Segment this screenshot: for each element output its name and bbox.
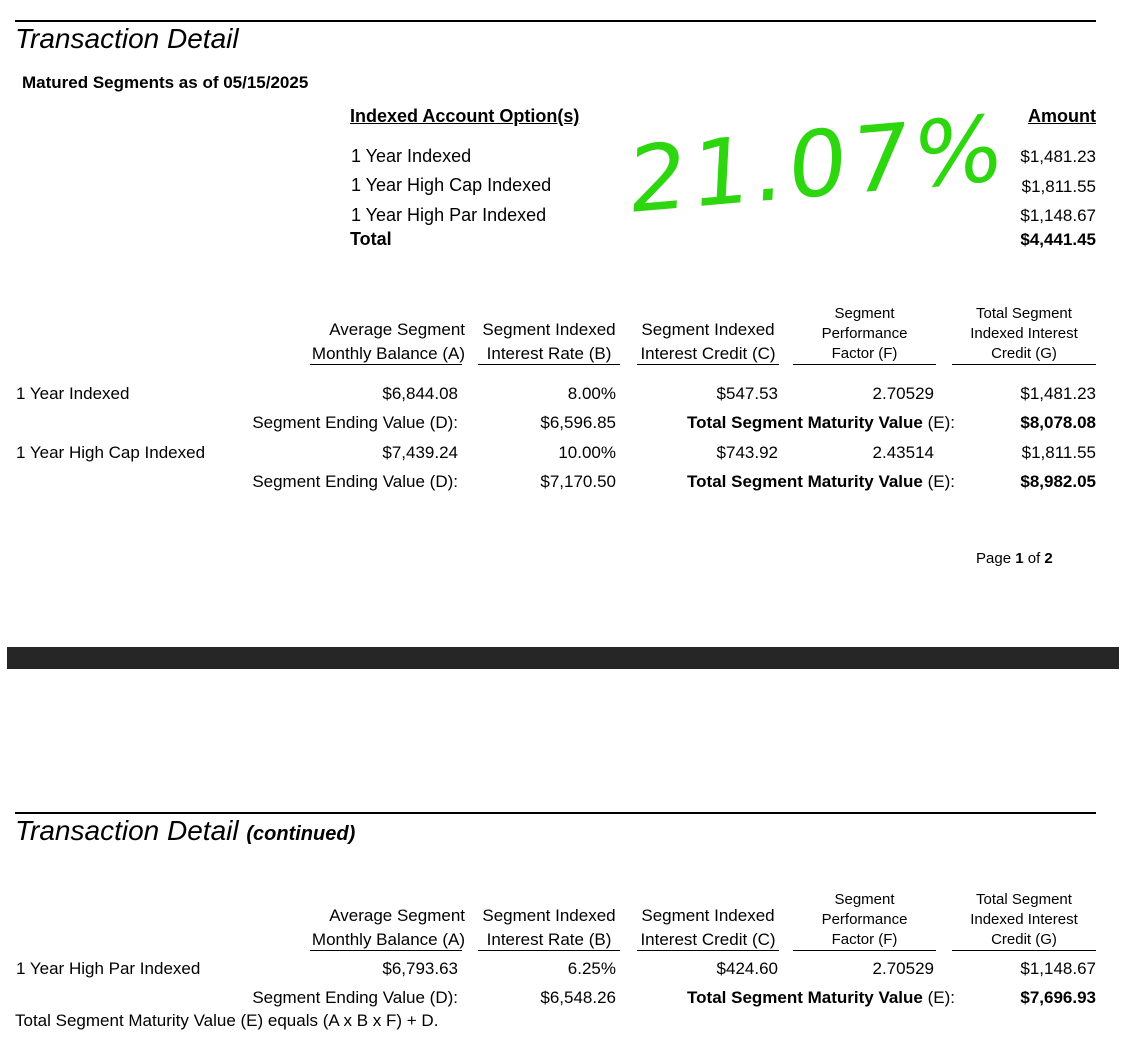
cell-c: $424.60 xyxy=(716,959,778,978)
ending-value: $6,548.26 xyxy=(540,988,616,1007)
col-b-line2: Interest Rate (B) xyxy=(486,344,612,363)
total-label: Total xyxy=(350,229,392,249)
col-header-g xyxy=(952,890,1096,950)
ending-value: $7,170.50 xyxy=(540,472,616,491)
col-header-g xyxy=(952,304,1096,364)
col-header-a xyxy=(305,318,465,366)
top-rule xyxy=(15,20,1096,22)
page-of: of xyxy=(1027,550,1041,567)
section2-title-text: Transaction Detail xyxy=(15,815,239,846)
col-c-line2: Interest Credit (C) xyxy=(640,930,776,949)
col-f-underline xyxy=(793,950,936,951)
page-indicator xyxy=(976,550,1053,567)
col-a-underline xyxy=(310,950,462,951)
col-f-line1: Segment xyxy=(834,305,895,322)
col-b-underline xyxy=(478,950,620,951)
col-g-line3: Credit (G) xyxy=(991,345,1057,362)
col-f-line3: Factor (F) xyxy=(831,345,898,362)
col-header-b xyxy=(476,318,622,366)
cell-b: 6.25% xyxy=(567,959,616,978)
col-g-underline xyxy=(952,364,1096,365)
col-f-underline xyxy=(793,364,936,365)
page-current: 1 xyxy=(1015,550,1024,567)
page-total: 2 xyxy=(1044,550,1053,567)
maturity-label xyxy=(687,413,955,433)
col-b-line2: Interest Rate (B) xyxy=(486,930,612,949)
page-separator xyxy=(7,647,1119,669)
col-b-line1: Segment Indexed xyxy=(482,320,616,339)
maturity-label xyxy=(687,472,955,492)
ending-label: Segment Ending Value (D): xyxy=(252,988,458,1007)
col-c-line1: Segment Indexed xyxy=(641,906,775,925)
maturity-label xyxy=(687,988,955,1008)
col-b-line1: Segment Indexed xyxy=(482,906,616,925)
row-name: 1 Year High Par Indexed xyxy=(16,959,201,978)
col-g-line1: Total Segment xyxy=(976,305,1072,322)
option-amount: $1,481.23 xyxy=(1020,147,1096,166)
option-amount: $1,811.55 xyxy=(1021,177,1096,196)
option-amount: $1,148.67 xyxy=(1020,206,1096,225)
maturity-value: $7,696.93 xyxy=(1020,988,1096,1007)
matured-subtitle: Matured Segments as of 05/15/2025 xyxy=(22,73,309,92)
cell-f: 2.70529 xyxy=(872,959,934,978)
col-header-a xyxy=(305,904,465,952)
cell-g: $1,481.23 xyxy=(1020,384,1096,403)
cell-g: $1,811.55 xyxy=(1021,443,1096,462)
col-a-line1: Average Segment xyxy=(329,320,465,339)
section-title: Transaction Detail xyxy=(15,23,239,54)
page-prefix: Page xyxy=(976,550,1012,567)
cell-b: 8.00% xyxy=(567,384,616,403)
cell-c: $547.53 xyxy=(716,384,778,403)
option-label: 1 Year High Par Indexed xyxy=(351,205,547,225)
cell-a: $7,439.24 xyxy=(382,443,458,462)
col-g-line2: Indexed Interest xyxy=(970,325,1078,342)
col-f-line2: Performance xyxy=(821,911,908,928)
maturity-value: $8,078.08 xyxy=(1020,413,1096,432)
col-header-f xyxy=(793,890,936,950)
col-c-line1: Segment Indexed xyxy=(641,320,775,339)
section-title-continued xyxy=(15,815,355,847)
option-label: 1 Year Indexed xyxy=(351,146,472,166)
cell-a: $6,793.63 xyxy=(382,959,458,978)
maturity-label-suffix: (E): xyxy=(927,413,955,432)
footnote: Total Segment Maturity Value (E) equals (A x B x F) + D. xyxy=(15,1011,439,1030)
cell-c: $743.92 xyxy=(716,443,778,462)
cell-g: $1,148.67 xyxy=(1020,959,1096,978)
maturity-label-text: Total Segment Maturity Value xyxy=(687,472,923,491)
row-name: 1 Year High Cap Indexed xyxy=(16,443,206,462)
col-f-line2: Performance xyxy=(821,325,908,342)
cell-a: $6,844.08 xyxy=(382,384,458,403)
col-header-f xyxy=(793,304,936,364)
col-f-line1: Segment xyxy=(834,891,895,908)
cell-b: 10.00% xyxy=(558,443,616,462)
col-a-line1: Average Segment xyxy=(329,906,465,925)
total-amount: $4,441.45 xyxy=(1020,230,1096,249)
handwritten-annotation: 21.07% xyxy=(625,94,1010,235)
col-g-line1: Total Segment xyxy=(976,891,1072,908)
col-a-underline xyxy=(310,364,462,365)
col-g-line3: Credit (G) xyxy=(991,931,1057,948)
col-g-line2: Indexed Interest xyxy=(970,911,1078,928)
cell-f: 2.43514 xyxy=(872,443,934,462)
maturity-value: $8,982.05 xyxy=(1020,472,1096,491)
ending-label: Segment Ending Value (D): xyxy=(252,413,458,432)
col-header-b xyxy=(476,904,622,952)
col-f-line3: Factor (F) xyxy=(831,931,898,948)
row-name: 1 Year Indexed xyxy=(16,384,130,403)
option-label: 1 Year High Cap Indexed xyxy=(351,175,552,195)
maturity-label-suffix: (E): xyxy=(927,988,955,1007)
amount-header: Amount xyxy=(1028,106,1096,126)
maturity-label-text: Total Segment Maturity Value xyxy=(687,413,923,432)
ending-value: $6,596.85 xyxy=(540,413,616,432)
options-header: Indexed Account Option(s) xyxy=(350,106,580,126)
ending-label: Segment Ending Value (D): xyxy=(252,472,458,491)
col-a-line2: Monthly Balance (A) xyxy=(311,930,465,949)
top-rule-continued xyxy=(15,812,1096,814)
maturity-label-suffix: (E): xyxy=(927,472,955,491)
continued-label: (continued) xyxy=(246,823,356,845)
cell-f: 2.70529 xyxy=(872,384,934,403)
col-c-underline xyxy=(637,364,779,365)
col-header-c xyxy=(635,904,781,952)
col-header-c xyxy=(635,318,781,366)
col-c-line2: Interest Credit (C) xyxy=(640,344,776,363)
col-c-underline xyxy=(637,950,779,951)
col-g-underline xyxy=(952,950,1096,951)
col-b-underline xyxy=(478,364,620,365)
maturity-label-text: Total Segment Maturity Value xyxy=(687,988,923,1007)
col-a-line2: Monthly Balance (A) xyxy=(311,344,465,363)
